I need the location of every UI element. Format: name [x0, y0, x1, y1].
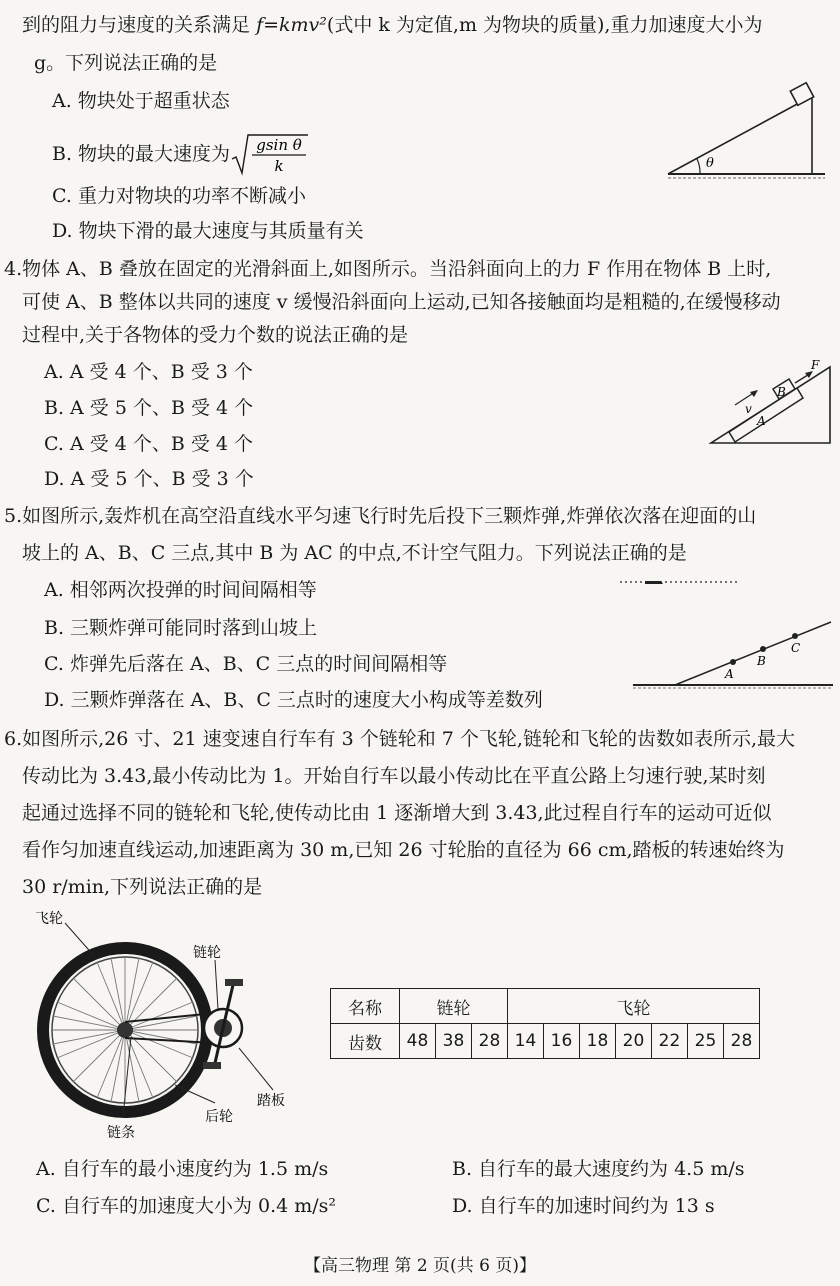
q5-option-a[interactable]: A. 相邻两次投弹的时间间隔相等 — [44, 579, 317, 601]
q6-option-d[interactable]: D. 自行车的加速时间约为 13 s — [452, 1195, 715, 1217]
q6-line1: 6.如图所示,26 寸、21 速变速自行车有 3 个链轮和 7 个飞轮,链轮和飞轮的齿数如表所示,最大 — [4, 728, 796, 750]
table-cell: 20 — [616, 1024, 652, 1059]
table-cell: 28 — [724, 1024, 760, 1059]
table-cell: 18 — [580, 1024, 616, 1059]
table-cell: 48 — [400, 1024, 436, 1059]
q6-pedal — [225, 979, 243, 986]
q6-line4: 看作匀加速直线运动,加速距离为 30 m,已知 26 寸轮胎的直径为 66 cm,踏板的转速始终为 — [22, 839, 785, 861]
q4-fig-v: v — [745, 402, 752, 416]
q4-fig-a: A — [757, 414, 766, 428]
q3-option-b[interactable]: B. 物块的最大速度为 gsin θ k — [52, 133, 310, 177]
page-footer: 【高三物理 第 2 页(共 6 页)】 — [304, 1256, 536, 1276]
q5-bomber — [645, 581, 663, 584]
q6-gear-table — [330, 988, 760, 1059]
q4-fig-f: F — [811, 358, 820, 372]
q3-incline-figure — [660, 78, 830, 186]
q5-line2: 坡上的 A、B、C 三点,其中 B 为 AC 的中点,不计空气阻力。下列说法正确的是 — [22, 542, 687, 564]
q4-option-d[interactable]: D. A 受 5 个、B 受 3 个 — [44, 468, 254, 490]
q6-label-chain: 链条 — [107, 1125, 135, 1140]
q5-option-b[interactable]: B. 三颗炸弹可能同时落到山坡上 — [44, 617, 318, 639]
q6-label-pedal: 踏板 — [257, 1093, 285, 1109]
q5-slope-figure — [615, 572, 835, 692]
table-header-flywheel: 飞轮 — [508, 989, 760, 1024]
q3-stem-line1: 到的阻力与速度的关系满足 f=kmv²(式中 k 为定值,m 为物块的质量),重力加速度大小为 — [22, 14, 763, 36]
q6-option-a[interactable]: A. 自行车的最小速度约为 1.5 m/s — [36, 1158, 329, 1180]
q3-option-c[interactable]: C. 重力对物块的功率不断减小 — [52, 185, 306, 207]
q5-fig-a: A — [725, 667, 734, 681]
q4-option-b[interactable]: B. A 受 5 个、B 受 4 个 — [44, 397, 254, 419]
q4-line3: 过程中,关于各物体的受力个数的说法正确的是 — [22, 324, 409, 346]
q6-line3: 起通过选择不同的链轮和飞轮,使传动比由 1 逐渐增大到 3.43,此过程自行车的运动可近似 — [22, 802, 772, 824]
table-cell: 38 — [436, 1024, 472, 1059]
table-header-name: 名称 — [331, 989, 400, 1024]
q3-option-a[interactable]: A. 物块处于超重状态 — [52, 90, 230, 112]
table-cell: 14 — [508, 1024, 544, 1059]
q4-option-c[interactable]: C. A 受 4 个、B 受 4 个 — [44, 433, 254, 455]
q4-incline-figure — [705, 355, 835, 450]
table-row-label: 齿数 — [331, 1024, 400, 1059]
table-row — [331, 989, 760, 1024]
table-cell: 25 — [688, 1024, 724, 1059]
q5-fig-b: B — [757, 654, 766, 668]
q4-option-a[interactable]: A. A 受 4 个、B 受 3 个 — [44, 361, 253, 383]
q5-point-a — [730, 659, 736, 665]
q5-option-d[interactable]: D. 三颗炸弹落在 A、B、C 三点时的速度大小构成等差数列 — [44, 689, 543, 711]
q3-formula: f=kmv² — [256, 14, 327, 36]
q4-line2: 可使 A、B 整体以共同的速度 v 缓慢沿斜面向上运动,已知各接触面均是粗糙的,在缓慢移动 — [22, 291, 781, 313]
q3-block — [790, 83, 813, 106]
q3-sqrt-den: k — [274, 157, 284, 175]
q6-line5: 30 r/min,下列说法正确的是 — [22, 876, 263, 898]
q6-label-rear-wheel: 后轮 — [205, 1109, 233, 1125]
q3-sqrt-num: gsin θ — [256, 136, 302, 154]
table-cell: 16 — [544, 1024, 580, 1059]
q4-block-a — [729, 388, 803, 442]
q6-label-chainring: 链轮 — [193, 945, 221, 961]
q5-option-c[interactable]: C. 炸弹先后落在 A、B、C 三点的时间间隔相等 — [44, 653, 448, 675]
q3-fig-angle: θ — [706, 156, 714, 171]
q3-option-d[interactable]: D. 物块下滑的最大速度与其质量有关 — [52, 220, 364, 242]
q6-label-flywheel: 飞轮 — [35, 911, 63, 927]
table-row — [331, 1024, 760, 1059]
q4-fig-b: B — [777, 385, 786, 399]
q4-line1: 4.物体 A、B 叠放在固定的光滑斜面上,如图所示。当沿斜面向上的力 F 作用在物体 B 上时, — [4, 258, 772, 280]
q6-flywheel-hub — [117, 1022, 133, 1038]
table-header-chainring: 链轮 — [400, 989, 508, 1024]
q6-line2: 传动比为 3.43,最小传动比为 1。开始自行车以最小传动比在平直公路上匀速行驶,某时刻 — [22, 765, 766, 787]
q3-sqrt-expression — [230, 133, 310, 177]
q5-point-b — [760, 646, 766, 652]
table-cell: 22 — [652, 1024, 688, 1059]
q3-stem-line2: g。下列说法正确的是 — [34, 52, 218, 74]
table-cell: 28 — [472, 1024, 508, 1059]
q6-bicycle-figure — [25, 905, 325, 1140]
q6-option-c[interactable]: C. 自行车的加速度大小为 0.4 m/s² — [36, 1195, 337, 1217]
q5-point-c — [792, 633, 798, 639]
q5-fig-c: C — [791, 641, 801, 655]
q6-option-b[interactable]: B. 自行车的最大速度约为 4.5 m/s — [452, 1158, 745, 1180]
q5-line1: 5.如图所示,轰炸机在高空沿直线水平匀速飞行时先后投下三颗炸弹,炸弹依次落在迎面的山 — [4, 505, 757, 527]
